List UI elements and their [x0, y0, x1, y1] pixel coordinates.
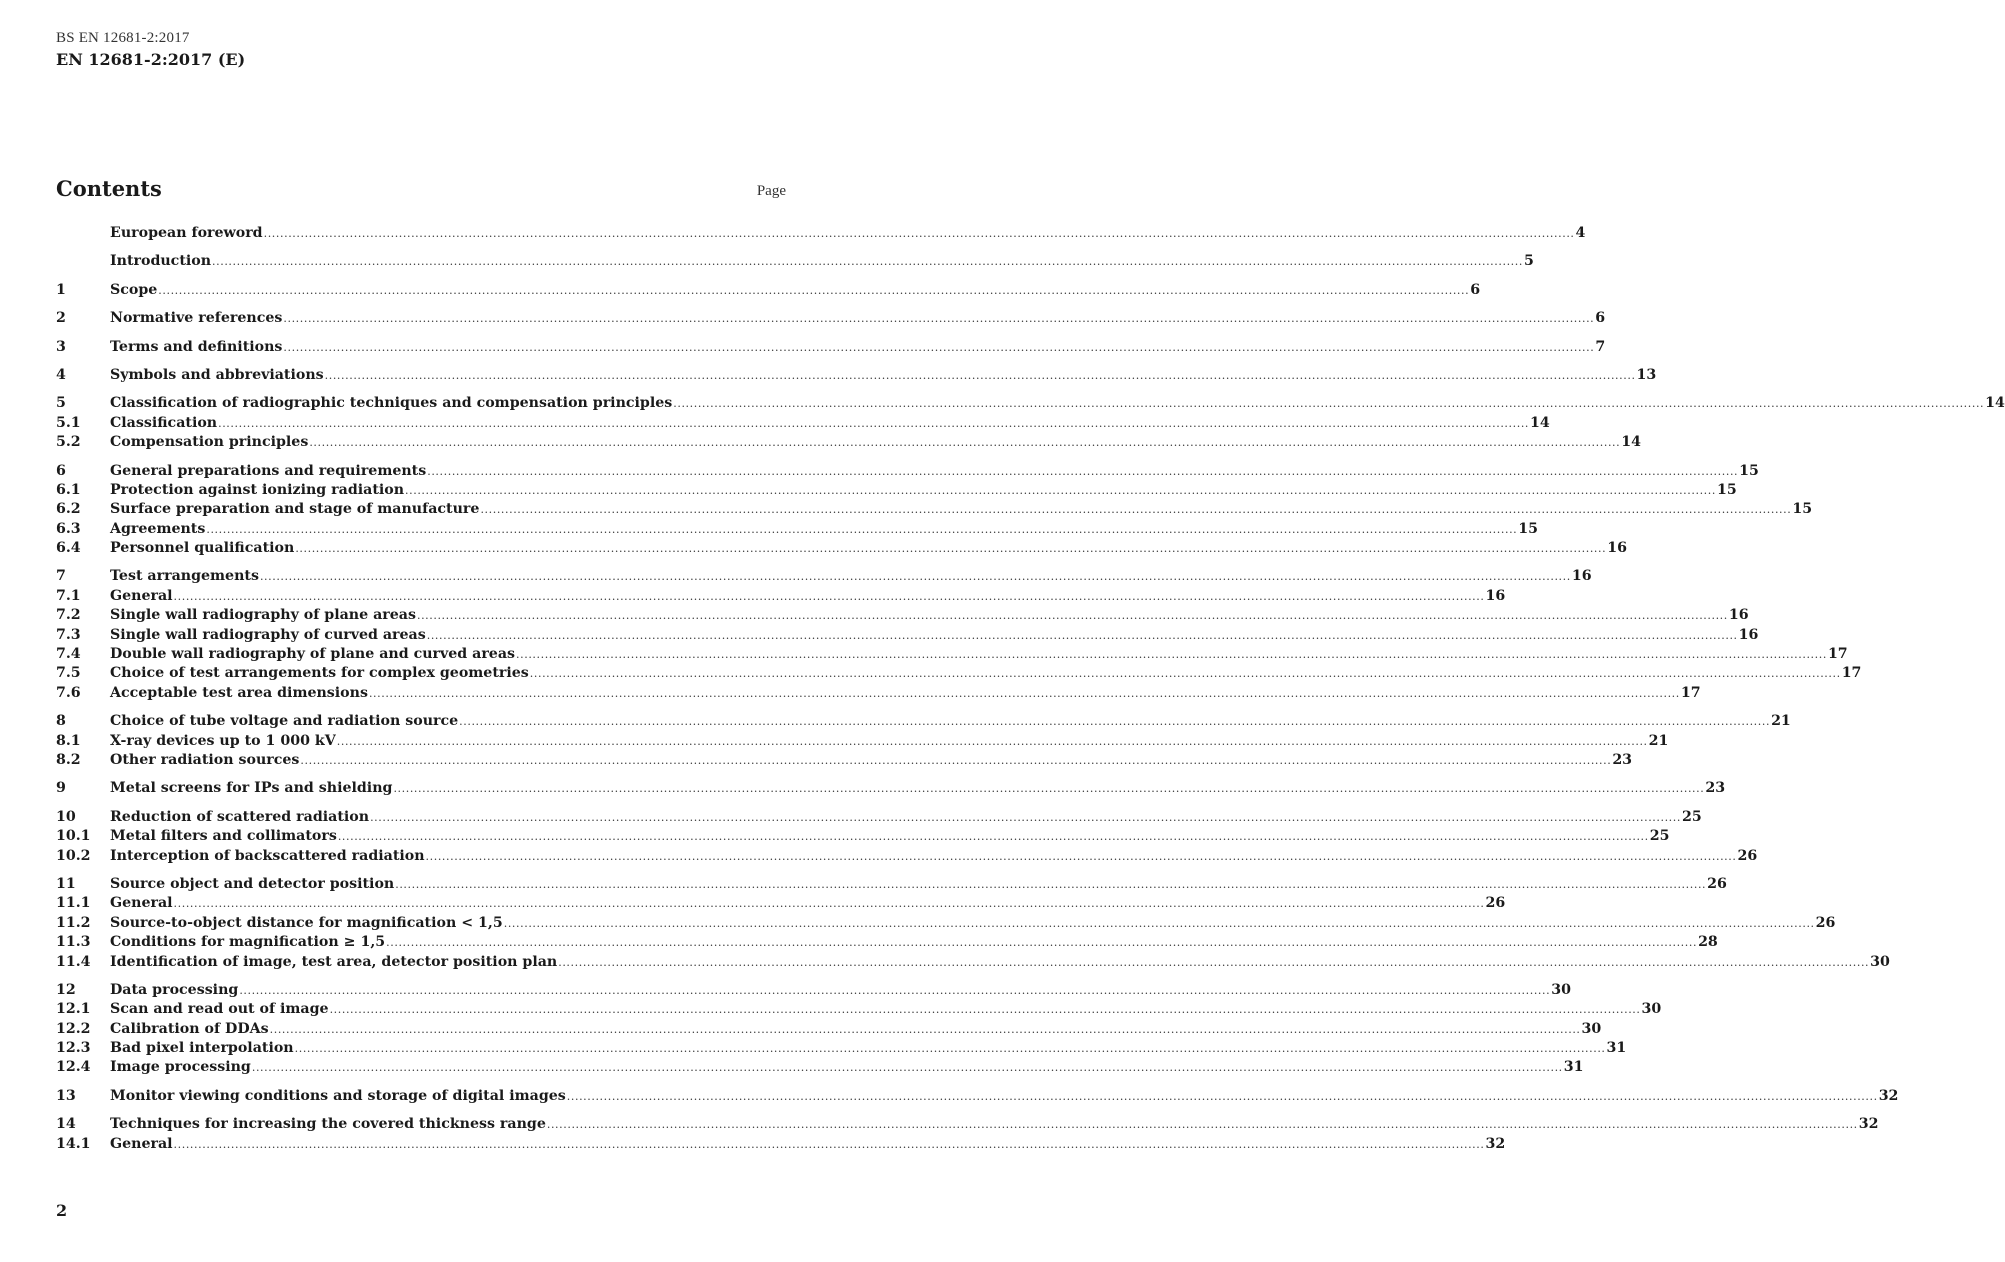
toc-entry-title: Reduction of scattered radiation: [110, 808, 370, 825]
dot-leader: [547, 1118, 1858, 1131]
toc-entry-title: Compensation principles: [110, 434, 309, 451]
toc-entry-title: Conditions for magnification ≥ 1,5: [110, 934, 386, 951]
toc-group: [56, 310, 1606, 329]
toc-entry-number: 14: [56, 1116, 76, 1133]
toc-entry[interactable]: [56, 713, 1791, 732]
toc-entry[interactable]: [56, 732, 1669, 752]
toc-entry[interactable]: [56, 934, 1718, 953]
toc-entry-page: 14: [1621, 434, 1641, 451]
dot-leader: [395, 878, 1706, 891]
toc-entry-page: 15: [1716, 481, 1737, 498]
toc-entry-number: 6.3: [56, 520, 81, 537]
dot-leader: [330, 1003, 1641, 1016]
toc-group: [56, 1116, 1879, 1155]
toc-entry-number: 7.4: [56, 646, 81, 663]
toc-entry-number: 10: [56, 808, 76, 825]
toc-entry[interactable]: [56, 914, 1836, 934]
toc-entry-page: 4: [1575, 225, 1586, 241]
dot-leader: [158, 284, 1469, 297]
toc-entry-title: Normative references: [110, 310, 283, 327]
toc-entry-title: Other radiation sources: [110, 751, 300, 768]
toc-entry-number: 12.3: [56, 1040, 91, 1057]
toc-entry-number: 1: [56, 281, 66, 298]
toc-entry-number: 7: [56, 568, 66, 585]
dot-leader: [530, 667, 1841, 680]
toc-entry-page: 16: [1485, 587, 1506, 604]
toc-entry-page: 16: [1728, 607, 1749, 624]
toc-entry[interactable]: [56, 875, 1727, 895]
toc-entry-number: 10.1: [56, 828, 91, 845]
toc-group: [56, 366, 1657, 386]
toc-entry[interactable]: [56, 540, 1627, 559]
dot-leader: [218, 417, 1529, 430]
toc-entry-title: Symbols and abbreviations: [110, 366, 324, 383]
toc-entry-title: General preparations and requirements: [110, 462, 427, 479]
toc-group: [56, 568, 1862, 704]
toc-entry-title: Terms and definitions: [110, 338, 283, 355]
toc-entry[interactable]: [56, 895, 1506, 914]
toc-entry[interactable]: [56, 520, 1539, 540]
toc-entry-title: Classification of radiographic techniques and compensation principles: [110, 395, 673, 412]
dot-leader: [370, 811, 1681, 824]
toc-entry-number: 3: [56, 338, 66, 355]
toc-entry-page: 17: [1680, 684, 1701, 701]
toc-entry-number: 8.2: [56, 751, 81, 768]
toc-entry-title: Single wall radiography of plane areas: [110, 607, 416, 624]
toc-entry-number: 11.3: [56, 934, 91, 951]
toc-entry-title: Double wall radiography of plane and curved areas: [110, 646, 516, 663]
toc-entry-title: Bad pixel interpolation: [110, 1040, 294, 1057]
toc-entry-title: Protection against ionizing radiation: [110, 481, 405, 498]
toc-entry-title: Source object and detector position: [110, 875, 395, 892]
toc-entry-page: 30: [1581, 1020, 1602, 1037]
toc-entry-title: Techniques for increasing the covered thickness range: [110, 1116, 546, 1133]
toc-entry-number: 7.6: [56, 684, 81, 701]
toc-entry-title: Scope: [110, 281, 158, 298]
dot-leader: [206, 523, 1517, 536]
dot-leader: [504, 917, 1815, 930]
toc-entry-number: 11.2: [56, 914, 91, 931]
dot-leader: [283, 312, 1594, 325]
dot-leader: [309, 436, 1620, 449]
toc-entry-page: 32: [1485, 1135, 1506, 1152]
toc-entry-page: 26: [1485, 895, 1506, 912]
toc-entry-title: Choice of tube voltage and radiation source: [110, 713, 459, 730]
toc-entry-number: 6.1: [56, 481, 81, 498]
dot-leader: [174, 1138, 1485, 1151]
toc-group: [56, 981, 1662, 1079]
toc-entry-title: Surface preparation and stage of manufacture: [110, 501, 480, 518]
toc-group: [56, 875, 1890, 973]
toc-entry-title: Identification of image, test area, detector position plan: [110, 953, 558, 970]
toc-entry-number: 2: [56, 310, 66, 327]
toc-entry[interactable]: [56, 646, 1848, 665]
toc-entry-page: 32: [1878, 1087, 1899, 1104]
toc-entry-title: X-ray devices up to 1 000 kV: [110, 732, 336, 749]
toc-group: [56, 395, 2005, 453]
toc-entry[interactable]: [56, 665, 1862, 684]
toc-group: [56, 338, 1606, 358]
toc-entry-number: 5: [56, 395, 66, 412]
dot-leader: [427, 629, 1738, 642]
dot-leader: [405, 484, 1716, 497]
dot-leader: [567, 1090, 1878, 1103]
standard-reference-bold: EN 12681-2:2017 (E): [56, 50, 246, 69]
toc-entry-number: 5.1: [56, 414, 81, 431]
toc-entry[interactable]: [56, 626, 1759, 646]
dot-leader: [283, 341, 1594, 354]
dot-leader: [270, 1023, 1581, 1036]
dot-leader: [338, 830, 1649, 843]
toc-entry[interactable]: [56, 953, 1890, 973]
toc-entry-number: 11: [56, 875, 76, 892]
toc-entry-title: Data processing: [110, 981, 239, 998]
toc-entry-page: 32: [1858, 1116, 1879, 1133]
dot-leader: [369, 687, 1680, 700]
dot-leader: [325, 369, 1636, 382]
toc-entry-title: Classification: [110, 414, 218, 431]
toc-entry[interactable]: [56, 1087, 1899, 1107]
toc-entry[interactable]: [56, 1001, 1662, 1020]
toc-entry-number: 7.5: [56, 665, 81, 682]
toc-entry[interactable]: [56, 751, 1633, 771]
toc-entry[interactable]: [56, 808, 1702, 828]
toc-entry-number: 6.4: [56, 540, 81, 557]
toc-entry-page: 23: [1705, 780, 1726, 797]
toc-entry-page: 31: [1606, 1040, 1627, 1057]
toc-entry-title: Scan and read out of image: [110, 1001, 329, 1018]
dot-leader: [426, 850, 1737, 863]
toc-entry-page: 6: [1470, 281, 1481, 298]
toc-entry-title: Single wall radiography of curved areas: [110, 626, 426, 643]
toc-entry-page: 16: [1571, 568, 1592, 585]
dot-leader: [295, 542, 1606, 555]
toc-entry-page: 30: [1870, 953, 1890, 970]
toc-entry-page: 7: [1595, 338, 1606, 355]
toc-entry-title: General: [110, 587, 173, 604]
toc-entry-page: 31: [1563, 1059, 1584, 1076]
toc-entry-page: 30: [1641, 1001, 1662, 1018]
toc-entry-number: 10.2: [56, 847, 91, 864]
toc-entry-page: 21: [1771, 713, 1791, 730]
toc-entry-number: 8: [56, 713, 66, 730]
dot-leader: [174, 897, 1485, 910]
toc-group: [56, 713, 1791, 771]
toc-entry-title: Metal screens for IPs and shielding: [110, 780, 393, 797]
toc-entry-page: 28: [1698, 934, 1718, 951]
page-column-label: Page: [756, 183, 786, 199]
dot-leader: [295, 1042, 1606, 1055]
toc-entry[interactable]: [56, 684, 1701, 704]
toc-entry[interactable]: [56, 225, 1586, 244]
dot-leader: [252, 1061, 1563, 1074]
toc-entry-number: 7.3: [56, 626, 81, 643]
toc-entry-page: 17: [1841, 665, 1862, 682]
toc-entry-page: 15: [1792, 501, 1813, 518]
dot-leader: [300, 754, 1611, 767]
toc-entry-number: 8.1: [56, 732, 81, 749]
toc-entry-number: 12.2: [56, 1020, 91, 1037]
toc-entry-title: General: [110, 1135, 173, 1152]
dot-leader: [480, 503, 1791, 516]
toc-group: [56, 780, 1726, 799]
toc-entry[interactable]: [56, 568, 1592, 587]
contents-title: Contents: [56, 176, 162, 201]
toc-entry[interactable]: [56, 414, 1550, 434]
toc-entry-title: Source-to-object distance for magnification < 1,5: [110, 914, 503, 931]
toc-entry[interactable]: [56, 847, 1758, 867]
toc-entry-title: Personnel qualification: [110, 540, 295, 557]
dot-leader: [459, 715, 1770, 728]
toc-entry-number: 14.1: [56, 1135, 91, 1152]
dot-leader: [393, 782, 1704, 795]
toc-entry[interactable]: [56, 1135, 1506, 1155]
dot-leader: [260, 570, 1571, 583]
toc-entry-page: 26: [1815, 914, 1836, 931]
toc-entry-title: Interception of backscattered radiation: [110, 847, 425, 864]
toc-entry[interactable]: [56, 366, 1657, 386]
toc-entry-page: 16: [1607, 540, 1627, 557]
toc-entry-page: 30: [1551, 981, 1571, 998]
toc-entry-page: 26: [1707, 875, 1727, 892]
toc-entry-number: 11.1: [56, 895, 91, 912]
toc-entry[interactable]: [56, 338, 1606, 358]
toc-entry-page: 21: [1648, 732, 1669, 749]
toc-group: [56, 462, 1813, 560]
toc-group: [56, 808, 1758, 867]
dot-leader: [516, 648, 1827, 661]
toc-entry-title: Monitor viewing conditions and storage of digital images: [110, 1087, 566, 1104]
toc-entry[interactable]: [56, 310, 1606, 329]
toc-entry-number: 12: [56, 981, 76, 998]
standard-reference: BS EN 12681-2:2017: [56, 30, 190, 46]
page-number: 2: [56, 1201, 68, 1220]
toc-entry-number: 11.4: [56, 953, 91, 970]
toc-entry-page: 23: [1612, 751, 1633, 768]
toc-entry[interactable]: [56, 780, 1726, 799]
toc-entry[interactable]: [56, 253, 1534, 272]
toc-entry[interactable]: [56, 607, 1749, 626]
toc-entry-page: 15: [1739, 462, 1759, 479]
dot-leader: [386, 936, 1697, 949]
toc-entry-title: Metal filters and collimators: [110, 828, 337, 845]
toc-entry-number: 13: [56, 1087, 76, 1104]
toc-entry-title: Calibration of DDAs: [110, 1020, 269, 1037]
toc-entry-page: 25: [1649, 828, 1670, 845]
toc-entry-number: 4: [56, 366, 66, 383]
toc-entry-page: 26: [1737, 847, 1758, 864]
toc-entry-title: Test arrangements: [110, 568, 259, 585]
toc-entry-number: 6.2: [56, 501, 81, 518]
dot-leader: [427, 465, 1738, 478]
toc-entry[interactable]: [56, 828, 1670, 847]
toc-entry-title: General: [110, 895, 173, 912]
toc-entry-number: 6: [56, 462, 66, 479]
toc-entry-page: 14: [1530, 414, 1550, 431]
toc-entry-page: 14: [1985, 395, 2005, 412]
toc-entry-page: 13: [1636, 366, 1657, 383]
toc-entry-page: 15: [1518, 520, 1539, 537]
toc-entry-page: 6: [1595, 310, 1606, 327]
toc-entry[interactable]: [56, 434, 1641, 453]
dot-leader: [212, 255, 1523, 268]
toc-entry-number: 7.1: [56, 587, 81, 604]
toc-entry-page: 5: [1523, 253, 1534, 270]
dot-leader: [558, 956, 1869, 969]
toc-entry[interactable]: [56, 587, 1506, 607]
toc-entry[interactable]: [56, 501, 1813, 520]
toc-entry[interactable]: [56, 981, 1571, 1001]
dot-leader: [264, 227, 1575, 240]
toc-entry-number: 9: [56, 780, 66, 797]
dot-leader: [673, 397, 1984, 410]
toc-entry-page: 17: [1827, 646, 1848, 663]
toc-entry[interactable]: [56, 281, 1481, 301]
toc-entry[interactable]: [56, 1059, 1584, 1078]
toc-entry[interactable]: [56, 1020, 1602, 1040]
toc-entry-title: Introduction: [110, 253, 212, 270]
toc-entry-title: Agreements: [110, 520, 206, 537]
toc-entry-number: 12.4: [56, 1059, 91, 1076]
toc-entry[interactable]: [56, 1040, 1627, 1059]
toc-group: [56, 281, 1481, 301]
toc-entry-title: Choice of test arrangements for complex geometries: [110, 665, 529, 682]
toc-entry[interactable]: [56, 481, 1737, 501]
dot-leader: [239, 984, 1550, 997]
toc-group: [56, 225, 1586, 244]
toc-entry[interactable]: [56, 462, 1759, 482]
toc-entry[interactable]: [56, 395, 2005, 414]
toc-entry-page: 25: [1681, 808, 1702, 825]
dot-leader: [417, 609, 1728, 622]
toc-entry-number: 7.2: [56, 607, 81, 624]
toc-group: [56, 1087, 1899, 1107]
dot-leader: [337, 735, 1648, 748]
table-of-contents: [56, 225, 2005, 1164]
toc-group: [56, 253, 1534, 272]
toc-entry[interactable]: [56, 1116, 1879, 1135]
toc-entry-title: European foreword: [110, 225, 263, 241]
toc-entry-title: Acceptable test area dimensions: [110, 684, 368, 701]
toc-entry-title: Image processing: [110, 1059, 251, 1076]
toc-entry-number: 5.2: [56, 434, 81, 451]
toc-entry-number: 12.1: [56, 1001, 91, 1018]
toc-entry-page: 16: [1738, 626, 1759, 643]
dot-leader: [174, 590, 1485, 603]
